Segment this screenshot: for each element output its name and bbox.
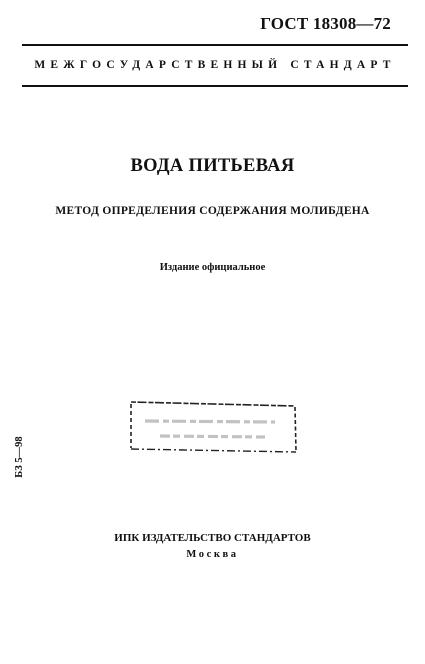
stamp-frame — [125, 395, 301, 455]
interstate-standard-label: МЕЖГОСУДАРСТВЕННЫЙ СТАНДАРТ — [34, 59, 396, 71]
publisher-name: ИПК ИЗДАТЕЛЬСТВО СТАНДАРТОВ — [114, 532, 311, 544]
document-subtitle: МЕТОД ОПРЕДЕЛЕНИЯ СОДЕРЖАНИЯ МОЛИБДЕНА — [55, 205, 370, 217]
library-stamp — [125, 395, 301, 455]
publisher-city: Москва — [186, 549, 239, 560]
header-top-rule — [22, 44, 408, 46]
header-bottom-rule — [22, 85, 408, 87]
gost-number: ГОСТ 18308—72 — [260, 14, 391, 33]
catalog-side-code: БЗ 5—98 — [14, 436, 25, 478]
document-title: ВОДА ПИТЬЕВАЯ — [130, 156, 295, 176]
edition-label: Издание официальное — [159, 262, 266, 273]
